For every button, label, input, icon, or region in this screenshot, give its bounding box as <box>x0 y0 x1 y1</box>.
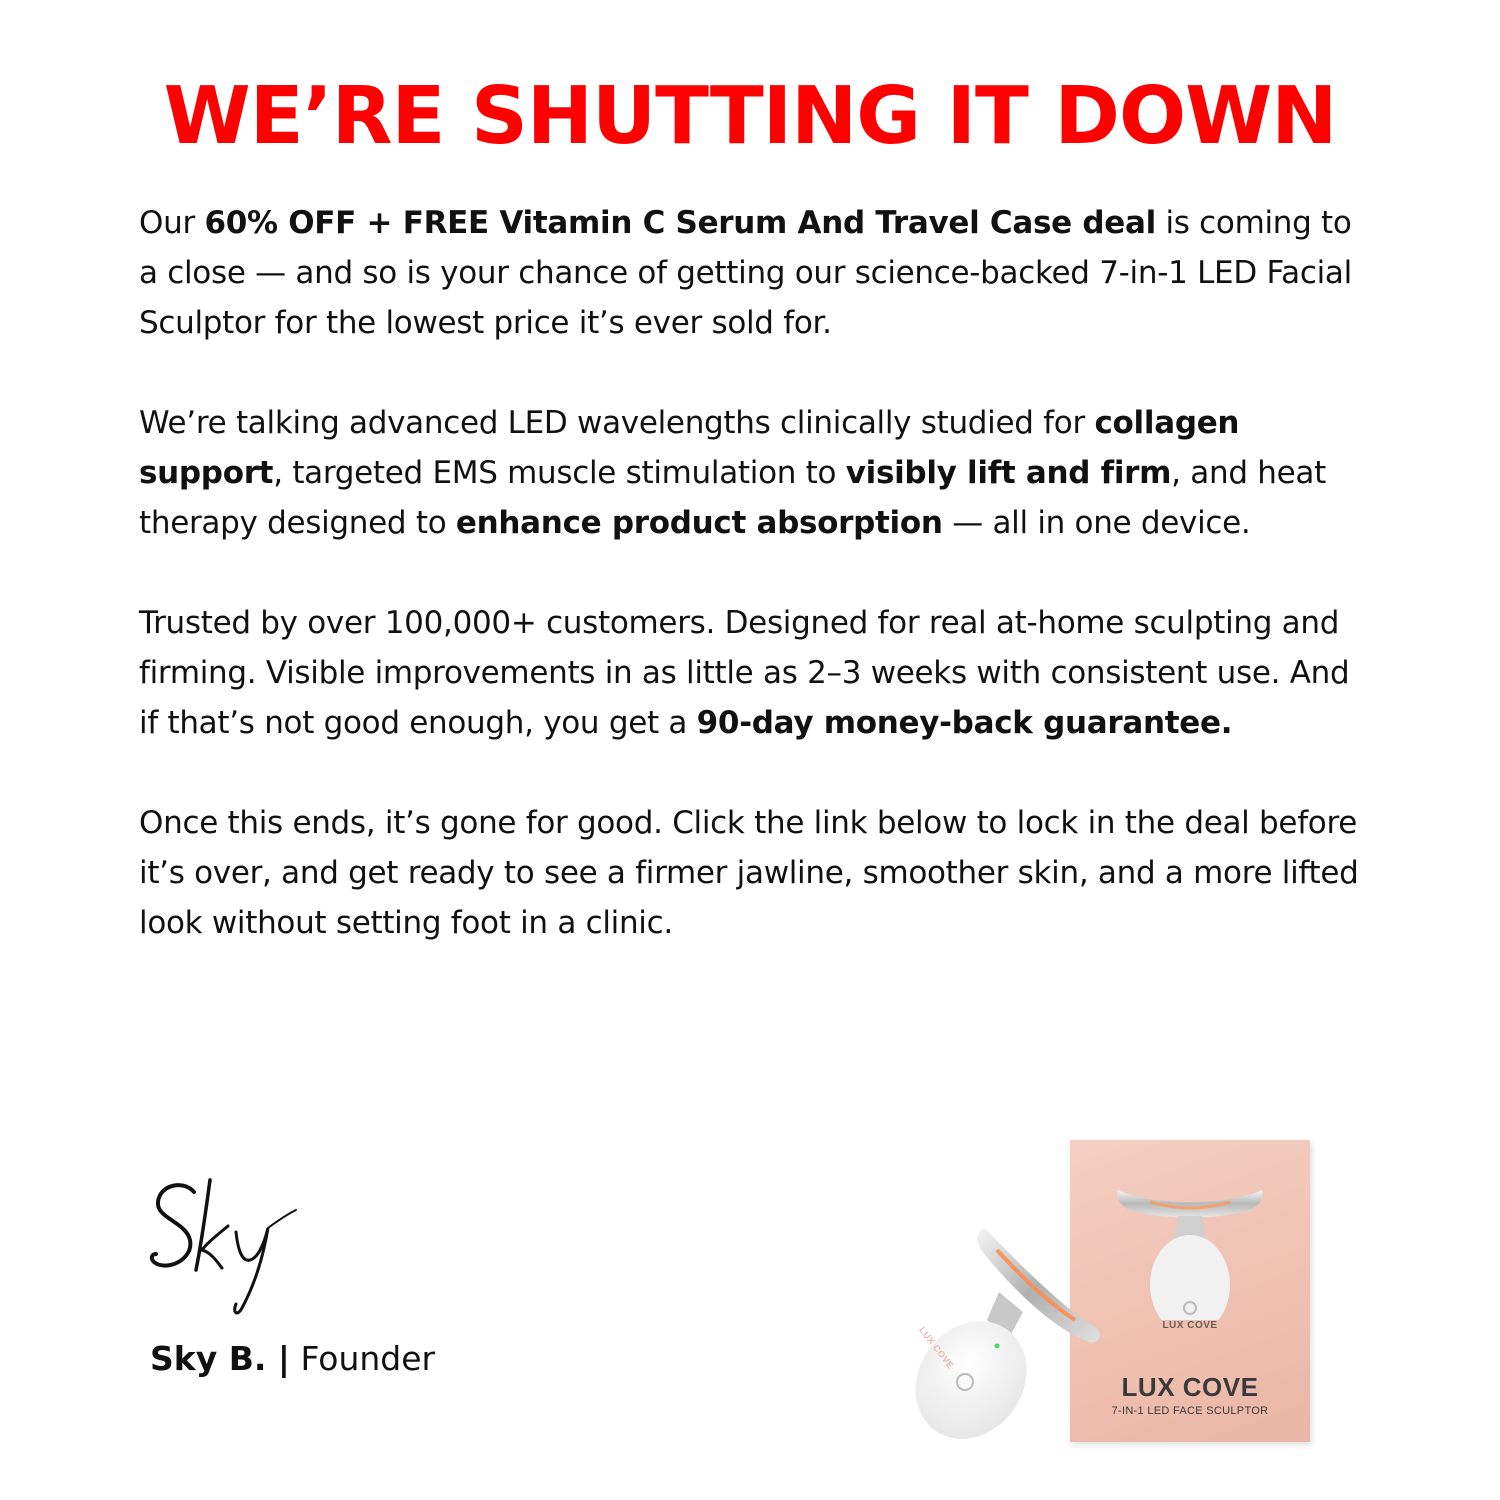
text: — all in one device. <box>942 505 1251 541</box>
letter-body <box>139 198 1369 998</box>
text: Trusted by over 100,000+ customers. Designed for real at-home sculpting and firming. Visible improvements in as little as 2–3 weeks with consistent use. And if that’s not good enough, you get a <box>139 605 1350 741</box>
text: , targeted EMS muscle stimulation to <box>273 455 846 491</box>
bold-text: 60% OFF + FREE Vitamin C Serum And Travel Case deal <box>204 205 1156 241</box>
text: We’re talking advanced LED wavelengths clinically studied for <box>139 405 1095 441</box>
signer-name: Sky B. | <box>150 1339 290 1378</box>
paragraph-offer <box>139 198 1369 348</box>
paragraph-closing <box>139 798 1369 948</box>
paragraph-trust <box>139 598 1369 748</box>
headline: WE’RE SHUTTING IT DOWN <box>163 70 1337 162</box>
text: , and heat therapy designed to <box>139 455 1326 541</box>
device-brand: LUX COVE <box>917 1325 956 1371</box>
box-subtitle: 7-IN-1 LED FACE SCULPTOR <box>1111 1405 1269 1417</box>
text: is coming to a close — and so is your chance of getting our science-backed 7-in-1 LED Facial Sculptor for the lowest price it’s ever sold for. <box>139 205 1352 341</box>
bold-text: enhance product absorption <box>455 505 943 541</box>
paragraph-features <box>139 398 1369 548</box>
bold-text: 90-day money-back guarantee. <box>696 705 1233 741</box>
signer-line <box>150 1336 435 1382</box>
text: Once this ends, it’s gone for good. Click the link below to lock in the deal before it’s over, and get ready to see a firmer jawline, smoother skin, and a more lifted look without setting foot in a clinic. <box>139 805 1359 941</box>
bold-text: collagen support <box>139 405 1240 491</box>
product-box <box>1070 1140 1310 1442</box>
box-brand-small: LUX COVE <box>1162 1320 1218 1331</box>
device-illustration <box>905 1220 1105 1450</box>
signer-role: Founder <box>289 1339 436 1378</box>
bold-text: visibly lift and firm <box>845 455 1172 491</box>
box-device-illustration <box>1110 1180 1270 1320</box>
box-brand: LUX COVE <box>1121 1372 1259 1402</box>
product-image <box>905 1135 1325 1455</box>
text: Our <box>139 205 205 241</box>
signature-image <box>146 1170 316 1320</box>
